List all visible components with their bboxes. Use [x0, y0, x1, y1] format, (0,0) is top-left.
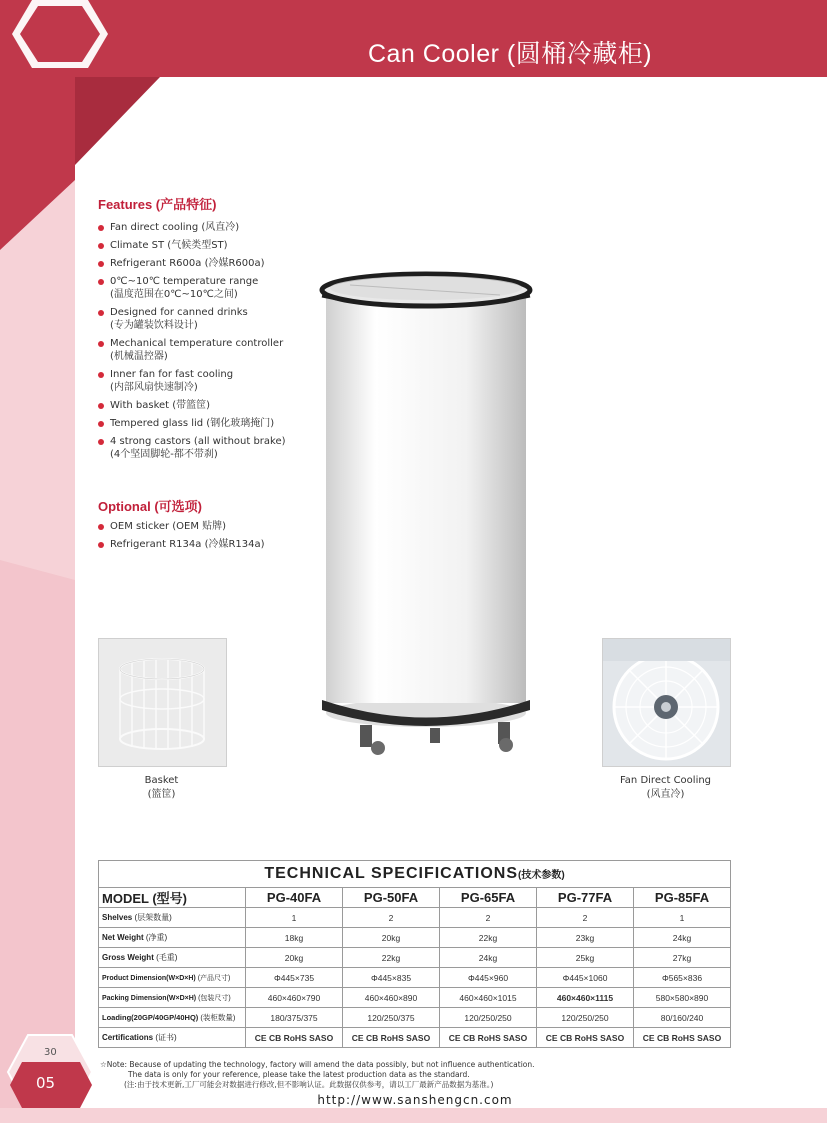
- optional-item: Refrigerant R134a (冷媒R134a): [98, 538, 308, 551]
- disclaimer-note: ☆Note: Because of updating the technology, factory will amend the data possibly, but not influence authentication. The data is only for your reference, please take the latest production data as the standard. (注:由于技术更新,工厂可能会对数据进行修改,但不影响认证。此数据仅供参考，请以工厂最新产品数据为基准。): [100, 1060, 535, 1089]
- bullet-icon: [98, 310, 104, 316]
- spec-cell: 2: [343, 908, 440, 928]
- feature-item: Mechanical temperature controller (机械温控器): [98, 337, 308, 363]
- spec-cell: CE CB RoHS SASO: [537, 1028, 634, 1048]
- spec-title: TECHNICAL SPECIFICATIONS(技术参数): [99, 861, 731, 888]
- spec-cell: 27kg: [634, 948, 731, 968]
- spec-cell: CE CB RoHS SASO: [634, 1028, 731, 1048]
- bullet-icon: [98, 261, 104, 267]
- spec-cell: 22kg: [440, 928, 537, 948]
- bullet-icon: [98, 403, 104, 409]
- page-number-bottom: 05: [36, 1074, 56, 1092]
- spec-cell: 18kg: [246, 928, 343, 948]
- model-cell: PG-65FA: [440, 888, 537, 908]
- bullet-icon: [98, 279, 104, 285]
- spec-cell: 120/250/250: [537, 1008, 634, 1028]
- row-label: Product Dimension(W×D×H) (产品尺寸): [99, 968, 246, 988]
- spec-cell: 1: [246, 908, 343, 928]
- page-number-top: 30: [44, 1047, 57, 1058]
- spec-title-row: [99, 861, 731, 888]
- wedge-shadow: [75, 77, 160, 165]
- spec-cell: 460×460×1115: [537, 988, 634, 1008]
- spec-cell: 80/160/240: [634, 1008, 731, 1028]
- bullet-icon: [98, 372, 104, 378]
- feature-item: 0℃~10℃ temperature range (温度范围在0℃~10℃之间): [98, 275, 308, 301]
- spec-cell: 120/250/375: [343, 1008, 440, 1028]
- row-label: Net Weight (净重): [99, 928, 246, 948]
- bullet-icon: [98, 542, 104, 548]
- feature-item: Refrigerant R600a (冷媒R600a): [98, 257, 308, 270]
- row-label: Packing Dimension(W×D×H) (包装尺寸): [99, 988, 246, 1008]
- spec-cell: 23kg: [537, 928, 634, 948]
- spec-cell: 460×460×790: [246, 988, 343, 1008]
- fan-icon: [603, 639, 730, 766]
- bullet-icon: [98, 341, 104, 347]
- model-cell: PG-85FA: [634, 888, 731, 908]
- features-title: Features (产品特征): [98, 197, 217, 212]
- spec-cell: CE CB RoHS SASO: [246, 1028, 343, 1048]
- spec-cell: 180/375/375: [246, 1008, 343, 1028]
- spec-cell: 460×460×890: [343, 988, 440, 1008]
- feature-item: 4 strong castors (all without brake) (4个坚固脚轮-都不带刹): [98, 435, 308, 461]
- spec-cell: CE CB RoHS SASO: [440, 1028, 537, 1048]
- website-url[interactable]: http://www.sanshengcn.com: [317, 1093, 513, 1107]
- spec-cell: 25kg: [537, 948, 634, 968]
- row-label: Gross Weight (毛重): [99, 948, 246, 968]
- basket-image: [98, 638, 227, 767]
- can-cooler-image: [322, 274, 530, 755]
- features-list: [98, 221, 308, 466]
- spec-cell: 24kg: [440, 948, 537, 968]
- fan-image: [602, 638, 731, 767]
- fan-caption: Fan Direct Cooling (风直冷): [619, 775, 712, 800]
- spec-cell: Φ445×1060: [537, 968, 634, 988]
- feature-item: Inner fan for fast cooling (内部风扇快速制冷): [98, 368, 308, 394]
- spec-cell: 20kg: [343, 928, 440, 948]
- model-cell: PG-40FA: [246, 888, 343, 908]
- spec-model-row: [99, 888, 731, 908]
- spec-cell: 2: [440, 908, 537, 928]
- bullet-icon: [98, 225, 104, 231]
- spec-table: [98, 860, 731, 1048]
- page-title: Can Cooler (圆桶冷藏柜): [367, 40, 653, 68]
- row-label: Certifications (证书): [99, 1028, 246, 1048]
- spec-cell: Φ445×835: [343, 968, 440, 988]
- bullet-icon: [98, 524, 104, 530]
- model-cell: PG-77FA: [537, 888, 634, 908]
- bullet-icon: [98, 421, 104, 427]
- feature-item: Tempered glass lid (钢化玻璃掩门): [98, 417, 308, 430]
- feature-item: Fan direct cooling (风直冷): [98, 221, 308, 234]
- model-label: MODEL (型号): [99, 888, 246, 908]
- spec-cell: 20kg: [246, 948, 343, 968]
- basket-icon: [99, 639, 226, 766]
- model-cell: PG-50FA: [343, 888, 440, 908]
- spec-row-shelves: [99, 908, 731, 928]
- row-label: Loading(20GP/40GP/40HQ) (装柜数量): [99, 1008, 246, 1028]
- optional-list: [98, 520, 308, 556]
- spec-cell: CE CB RoHS SASO: [343, 1028, 440, 1048]
- spec-cell: Φ445×960: [440, 968, 537, 988]
- spec-cell: 2: [537, 908, 634, 928]
- footer-band: [0, 1108, 827, 1123]
- row-label: Shelves (层架数量): [99, 908, 246, 928]
- spec-cell: 120/250/250: [440, 1008, 537, 1028]
- spec-cell: Φ565×836: [634, 968, 731, 988]
- basket-caption: Basket (篮筐): [144, 775, 179, 800]
- spec-cell: Φ445×735: [246, 968, 343, 988]
- spec-row-certifications: [99, 1028, 731, 1048]
- spec-cell: 24kg: [634, 928, 731, 948]
- optional-title: Optional (可选项): [98, 499, 202, 514]
- feature-item: Climate ST (气候类型ST): [98, 239, 308, 252]
- spec-row-product-dimension: [99, 968, 731, 988]
- feature-item: Designed for canned drinks (专为罐装饮料设计): [98, 306, 308, 332]
- spec-cell: 460×460×1015: [440, 988, 537, 1008]
- spec-row-packing-dimension: [99, 988, 731, 1008]
- spec-cell: 1: [634, 908, 731, 928]
- bullet-icon: [98, 243, 104, 249]
- spec-row-loading: [99, 1008, 731, 1028]
- spec-row-net-weight: [99, 928, 731, 948]
- optional-item: OEM sticker (OEM 贴牌): [98, 520, 308, 533]
- spec-cell: 22kg: [343, 948, 440, 968]
- feature-item: With basket (带篮筐): [98, 399, 308, 412]
- spec-row-gross-weight: [99, 948, 731, 968]
- bullet-icon: [98, 439, 104, 445]
- spec-cell: 580×580×890: [634, 988, 731, 1008]
